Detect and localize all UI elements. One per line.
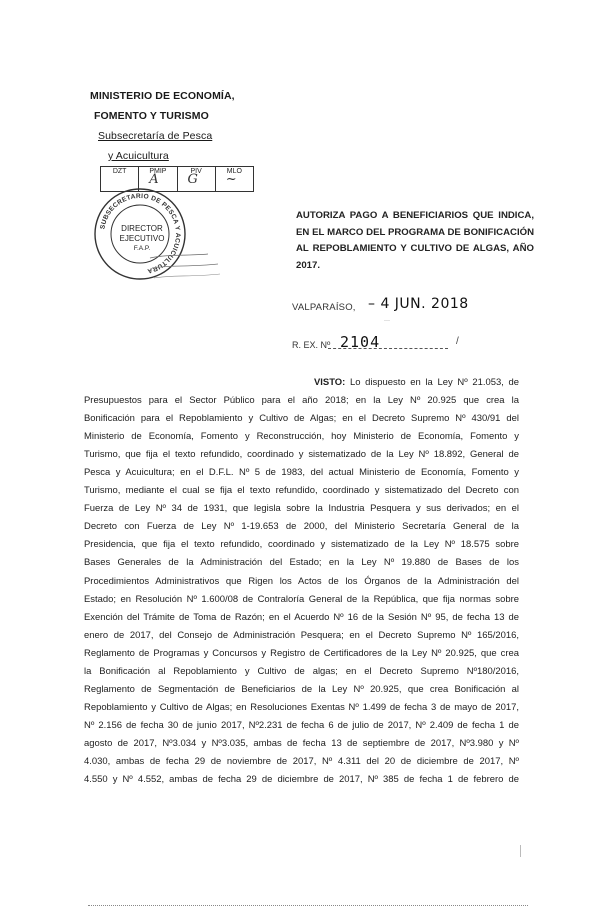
body-line: Procedimientos Administrativos que Rigen los Actos de los Órganos de la Administración del (84, 575, 519, 587)
small-mark: ··· (384, 318, 390, 324)
visto-heading: VISTO: (314, 377, 346, 388)
body-line: agosto de 2017, Nº3.034 y Nº3.035, ambas de fecha 13 de septiembre de 2017, Nº3.980 y Nº (84, 737, 519, 749)
body-line: enero de 2017, del Consejo de Administración Pesquera; en el Decreto Supremo Nº 165/2016, (84, 629, 519, 641)
place-label: VALPARAÍSO, (292, 302, 356, 313)
body-line: 4.030, ambas de fecha 29 de noviembre de 2017, Nº 4.311 del 20 de diciembre de 2017, Nº (84, 755, 519, 767)
body-line: Turismo, mediante el cual se fija el texto refundido, coordinado y sistematizado del Decreto con (84, 485, 519, 497)
resolution-number: 2104 (340, 333, 381, 351)
body-line: Reglamento de Programas y Concursos y Registro de Certificadores de la Ley Nº 20.925, que crea (84, 647, 519, 659)
body-line: Presupuestos para el Sector Público para el año 2018; en la Ley Nº 20.925 que crea la (84, 395, 519, 407)
resolution-date: – 4 JUN. 2018 (368, 296, 469, 312)
subsecretary-name-line2: y Acuicultura (108, 150, 169, 162)
body-line: VISTO: Lo dispuesto en la Ley Nº 21.053, de (314, 377, 519, 388)
body-line: Reglamento de Segmentación de Beneficiarios de la Ley Nº 20.925, que crea Bonificación al (84, 683, 519, 695)
body-line: Turismo, que fija el texto refundido, coordinado y sistematizado de la Ley Nº 18.892, General de (84, 449, 519, 461)
initials-cell-label: PMIP (149, 168, 167, 175)
seal-center-line3: F.A.P. (133, 245, 151, 252)
resolution-number-underline (328, 348, 448, 349)
seal-center-line1: DIRECTOR (121, 224, 163, 233)
body-line: Fuerza de Ley Nº 34 de 1931, que legisla sobre la Industria Pesquera y sus derivados; en el (84, 503, 519, 515)
seal-center-line2: EJECUTIVO (119, 234, 165, 243)
initials-mark: G (187, 172, 198, 187)
subsecretary-name: Subsecretaría de Pesca (98, 130, 213, 142)
ministry-name: MINISTERIO DE ECONOMÍA, (90, 90, 235, 102)
resolution-tick: / (456, 336, 459, 347)
initials-cell-label: PIV (190, 168, 202, 175)
body-line: Presidencia, que fija el texto refundido, coordinado y sistematizado de la Ley Nº 18.575 sobre (84, 539, 519, 551)
ministry-name-line2: FOMENTO Y TURISMO (94, 110, 209, 122)
body-line: Estado; en Resolución Nº 1.600/08 de Contraloría General de la República, que fija normas sobre (84, 593, 519, 605)
initials-mark: A (149, 172, 159, 187)
resolution-body (84, 374, 519, 789)
body-line: Bonificación para el Repoblamiento y Cultivo de Algas; en el Decreto Supremo Nº 430/91 del (84, 413, 519, 425)
initials-cell-label: MLO (226, 168, 242, 175)
initials-cell (216, 167, 253, 191)
body-line: Ministerio de Economía, Fomento y Reconstrucción, hoy Ministerio de Economía, Fomento y (84, 431, 519, 443)
body-line: Nº 2.156 de fecha 30 de junio 2017, Nº2.231 de fecha 6 de julio de 2017, Nº 2.409 de fecha 1 de (84, 719, 519, 731)
margin-mark (520, 845, 535, 857)
body-line: Bases Generales de la Administración del Estado; en la Ley Nº 19.880 de Bases de los (84, 557, 519, 569)
initials-mark: ~ (225, 172, 237, 187)
body-line: Decreto con Fuerza de Ley Nº 1-19.653 de 2000, del Ministerio Secretaría General de la (84, 521, 519, 533)
body-line: 4.550 y Nº 4.552, ambas de fecha 29 de diciembre de 2017, Nº 385 de fecha 1 de febrero de (84, 774, 519, 786)
body-line: la Bonificación al Repoblamiento y Cultivo de algas; en el Decreto Supremo Nº180/2016, (84, 665, 519, 677)
resolution-title: AUTORIZA PAGO A BENEFICIARIOS QUE INDICA, EN EL MARCO DEL PROGRAMA DE BONIFICACIÓN AL REPOBLAMIENTO Y CULTIVO DE ALGAS, AÑO 2017. (296, 210, 534, 271)
resolution-number-label: R. EX. Nº (292, 340, 331, 350)
signature-scribble (148, 252, 228, 292)
body-line: Pesca y Acuicultura; en el D.F.L. Nº 5 de 1983, del actual Ministerio de Economía, Fomento y (84, 467, 519, 479)
body-line: Repoblamiento y Cultivo de Algas; en Resoluciones Exentas Nº 1.499 de fecha 3 de mayo de 2017, (84, 701, 519, 713)
ministry-header (90, 86, 235, 166)
seal-ring-text: SUBSECRETARIO DE PESCA Y ACUICULTURA (99, 192, 182, 275)
initials-cell-label: DZT (112, 168, 127, 175)
page-footer-rule (88, 905, 528, 906)
body-line: Exención del Trámite de Toma de Razón; en el Acuerdo Nº 16 de la Sesión Nº 95, de fecha 13 de (84, 611, 519, 623)
